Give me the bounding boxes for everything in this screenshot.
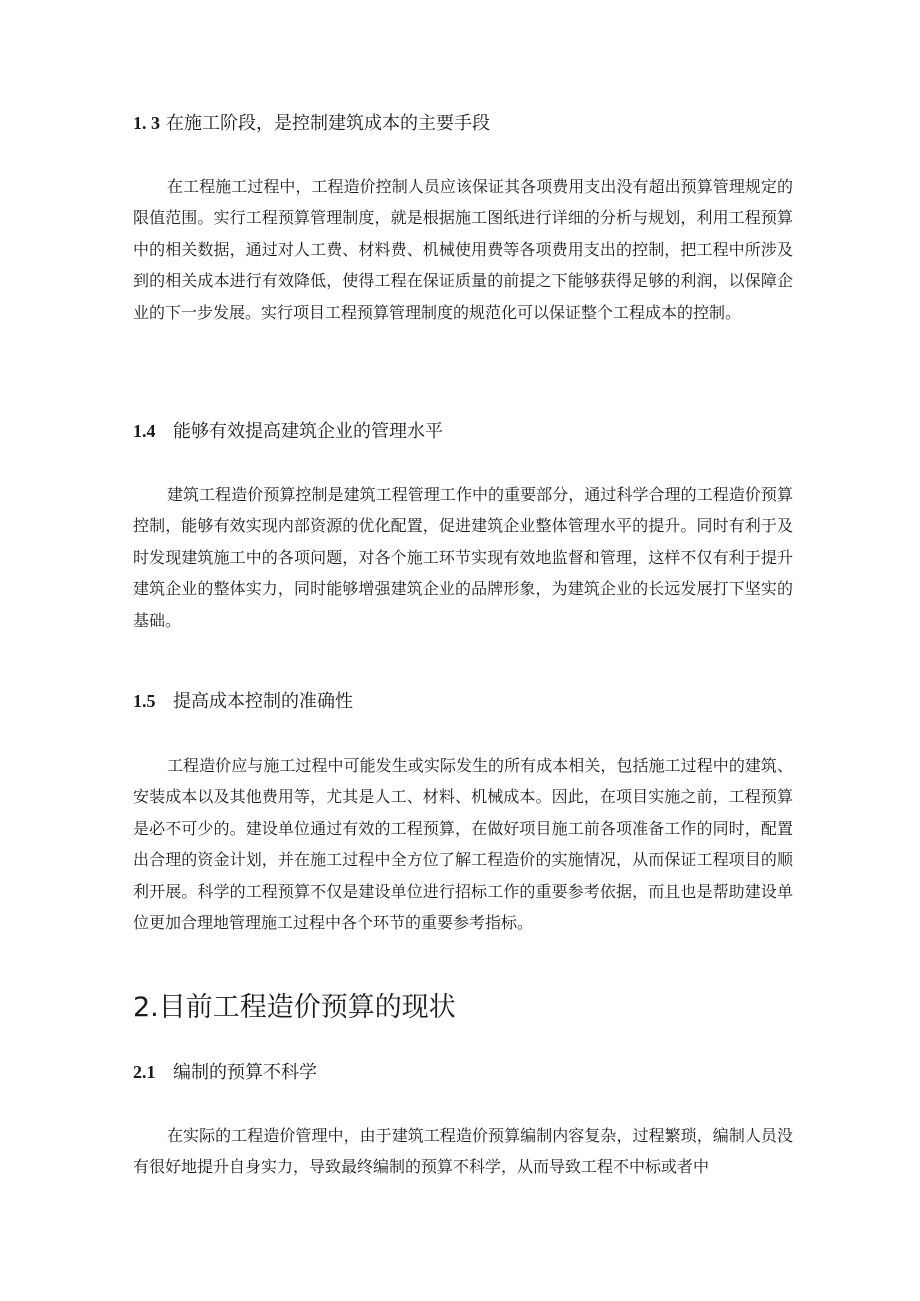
section-heading-2-1 [133,1060,317,1085]
section-heading-1-3 [133,111,490,136]
heading-text: 编制的预算不科学 [173,1062,317,1083]
heading-number: 1.5 [133,691,156,711]
heading-text: 提高成本控制的准确性 [173,691,353,712]
paragraph-2-1: 在实际的工程造价管理中，由于建筑工程造价预算编制内容复杂，过程繁琐，编制人员没有很好地提升自身实力，导致最终编制的预算不科学，从而导致工程不中标或者中 [133,1126,793,1177]
section-heading-1-4 [133,419,443,444]
heading-number: 2.1 [133,1062,156,1082]
paragraph-1-5: 工程造价应与施工过程中可能发生或实际发生的所有成本相关，包括施工过程中的建筑、安装成本以及其他费用等，尤其是人工、材料、机械成本。因此，在项目实施之前，工程预算是必不可少的。建设单位通过有效的工程预算，在做好项目施工前各项准备工作的同时，配置出合理的资金计划，并在施工过程中全方位了解工程造价的实施情况，从而保证工程项目的顺利开展。科学的工程预算不仅是建设单位进行招标工作的重要参考依据，而且也是帮助建设单位更加合理地管理施工过程中各个环节的重要参考指标。 [133,756,793,933]
heading-number: 1. 3 [133,113,160,133]
chapter-heading: 2.目前工程造价预算的现状 [133,992,456,1023]
heading-number: 1.4 [133,421,156,441]
paragraph-1-4: 建筑工程造价预算控制是建筑工程管理工作中的重要部分，通过科学合理的工程造价预算控制，能够有效实现内部资源的优化配置，促进建筑企业整体管理水平的提升。同时有利于及时发现建筑施工中的各项问题，对各个施工环节实现有效地监督和管理，这样不仅有利于提升建筑企业的整体实力，同时能够增强建筑企业的品牌形象，为建筑企业的长远发展打下坚实的基础。 [133,485,793,630]
paragraph-1-3: 在工程施工过程中，工程造价控制人员应该保证其各项费用支出没有超出预算管理规定的限值范围。实行工程预算管理制度，就是根据施工图纸进行详细的分析与规划，利用工程预算中的相关数据，通过对人工费、材料费、机械使用费等各项费用支出的控制，把工程中所涉及到的相关成本进行有效降低，使得工程在保证质量的前提之下能够获得足够的利润，以保障企业的下一步发展。实行项目工程预算管理制度的规范化可以保证整个工程成本的控制。 [133,177,793,322]
section-heading-1-5 [133,689,353,714]
heading-text: 能够有效提高建筑企业的管理水平 [173,421,443,442]
heading-text: 在施工阶段，是控制建筑成本的主要手段 [166,113,490,134]
